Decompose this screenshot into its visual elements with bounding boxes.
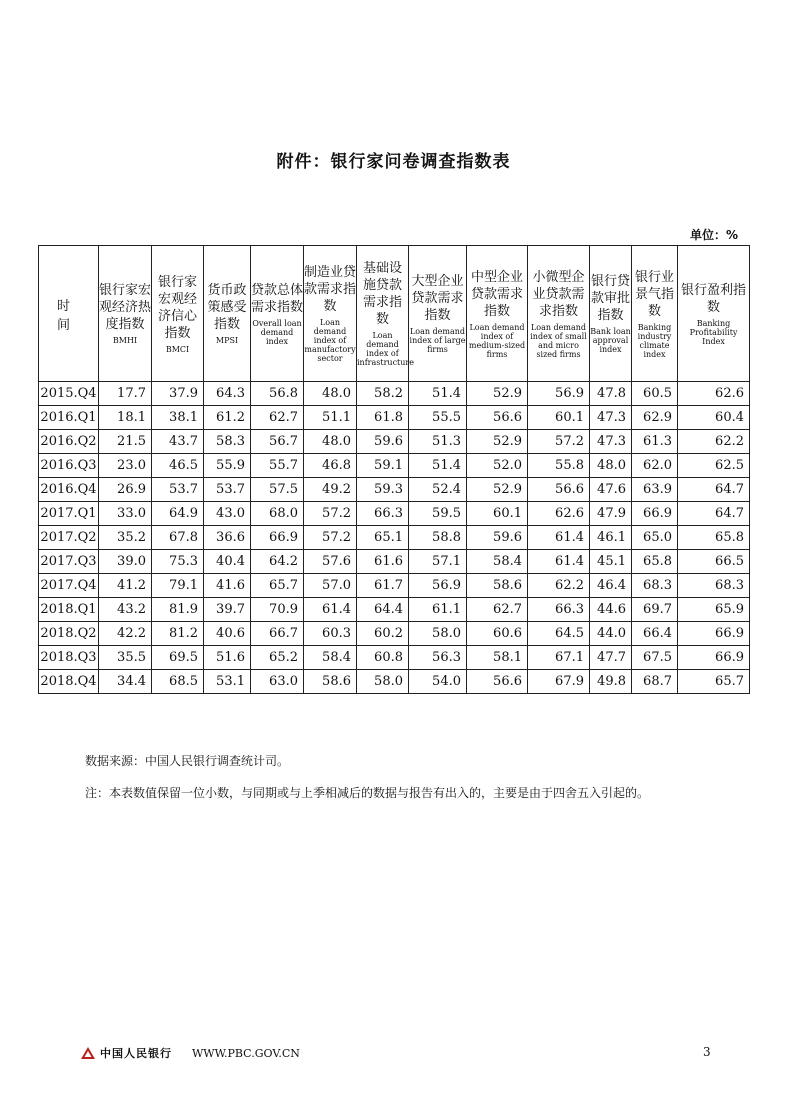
value-cell: 58.0 bbox=[409, 622, 467, 646]
value-cell: 64.7 bbox=[678, 478, 750, 502]
value-cell: 59.6 bbox=[467, 526, 528, 550]
column-header-english: BMCI bbox=[165, 344, 190, 354]
table-row bbox=[39, 382, 750, 406]
value-cell: 43.7 bbox=[152, 430, 204, 454]
value-cell: 62.7 bbox=[251, 406, 304, 430]
period-cell: 2015.Q4 bbox=[39, 382, 99, 406]
value-cell: 40.4 bbox=[204, 550, 251, 574]
value-cell: 34.4 bbox=[99, 670, 152, 694]
column-header bbox=[678, 246, 750, 382]
value-cell: 60.2 bbox=[357, 622, 409, 646]
column-header bbox=[467, 246, 528, 382]
period-cell: 2016.Q3 bbox=[39, 454, 99, 478]
value-cell: 40.6 bbox=[204, 622, 251, 646]
value-cell: 39.0 bbox=[99, 550, 152, 574]
value-cell: 67.8 bbox=[152, 526, 204, 550]
column-header bbox=[528, 246, 590, 382]
column-header bbox=[304, 246, 357, 382]
value-cell: 47.3 bbox=[590, 406, 632, 430]
value-cell: 33.0 bbox=[99, 502, 152, 526]
value-cell: 81.2 bbox=[152, 622, 204, 646]
table-row bbox=[39, 478, 750, 502]
value-cell: 62.7 bbox=[467, 598, 528, 622]
value-cell: 57.0 bbox=[304, 574, 357, 598]
value-cell: 61.6 bbox=[357, 550, 409, 574]
value-cell: 57.2 bbox=[304, 502, 357, 526]
value-cell: 51.4 bbox=[409, 454, 467, 478]
column-header-label: 银行家宏观经济信心指数 bbox=[157, 274, 197, 341]
value-cell: 65.7 bbox=[251, 574, 304, 598]
value-cell: 57.1 bbox=[409, 550, 467, 574]
value-cell: 68.7 bbox=[632, 670, 678, 694]
value-cell: 64.7 bbox=[678, 502, 750, 526]
period-cell: 2016.Q4 bbox=[39, 478, 99, 502]
page-number: 3 bbox=[703, 1045, 711, 1059]
value-cell: 53.7 bbox=[204, 478, 251, 502]
org-name: 中国人民银行 bbox=[100, 1047, 172, 1060]
value-cell: 59.5 bbox=[409, 502, 467, 526]
value-cell: 62.0 bbox=[632, 454, 678, 478]
value-cell: 46.5 bbox=[152, 454, 204, 478]
value-cell: 55.9 bbox=[204, 454, 251, 478]
value-cell: 60.4 bbox=[678, 406, 750, 430]
column-header-label: 制造业贷款需求指数 bbox=[304, 265, 357, 314]
column-header bbox=[204, 246, 251, 382]
value-cell: 60.6 bbox=[467, 622, 528, 646]
table-row bbox=[39, 526, 750, 550]
value-cell: 62.6 bbox=[678, 382, 750, 406]
value-cell: 64.5 bbox=[528, 622, 590, 646]
column-header-label: 中型企业贷款需求指数 bbox=[470, 269, 523, 319]
value-cell: 66.5 bbox=[678, 550, 750, 574]
value-cell: 57.6 bbox=[304, 550, 357, 574]
table-row bbox=[39, 550, 750, 574]
value-cell: 56.9 bbox=[528, 382, 590, 406]
value-cell: 41.6 bbox=[204, 574, 251, 598]
value-cell: 58.6 bbox=[467, 574, 528, 598]
value-cell: 57.2 bbox=[528, 430, 590, 454]
period-cell: 2018.Q4 bbox=[39, 670, 99, 694]
value-cell: 56.9 bbox=[409, 574, 467, 598]
column-header-label: 银行盈利指数 bbox=[680, 282, 746, 315]
column-header-english: Overall loan demand index bbox=[252, 318, 302, 346]
value-cell: 62.6 bbox=[528, 502, 590, 526]
value-cell: 58.1 bbox=[467, 646, 528, 670]
column-header-english: Banking industry climate index bbox=[637, 322, 672, 359]
period-cell: 2018.Q3 bbox=[39, 646, 99, 670]
table-row bbox=[39, 646, 750, 670]
value-cell: 66.9 bbox=[678, 646, 750, 670]
value-cell: 64.3 bbox=[204, 382, 251, 406]
value-cell: 66.9 bbox=[632, 502, 678, 526]
value-cell: 46.4 bbox=[590, 574, 632, 598]
table-row bbox=[39, 430, 750, 454]
column-header-label: 基础设施贷款需求指数 bbox=[362, 261, 402, 327]
value-cell: 21.5 bbox=[99, 430, 152, 454]
column-header-english: Banking Profitability Index bbox=[689, 318, 738, 346]
value-cell: 62.9 bbox=[632, 406, 678, 430]
value-cell: 68.0 bbox=[251, 502, 304, 526]
value-cell: 56.7 bbox=[251, 430, 304, 454]
value-cell: 47.9 bbox=[590, 502, 632, 526]
value-cell: 64.4 bbox=[357, 598, 409, 622]
value-cell: 65.1 bbox=[357, 526, 409, 550]
column-header bbox=[357, 246, 414, 382]
value-cell: 52.4 bbox=[409, 478, 467, 502]
table-row bbox=[39, 598, 750, 622]
period-cell: 2018.Q2 bbox=[39, 622, 99, 646]
value-cell: 54.0 bbox=[409, 670, 467, 694]
value-cell: 37.9 bbox=[152, 382, 204, 406]
value-cell: 61.4 bbox=[528, 526, 590, 550]
column-header-english: Loan demand index of infrastructure bbox=[357, 331, 414, 367]
value-cell: 59.1 bbox=[357, 454, 409, 478]
value-cell: 35.5 bbox=[99, 646, 152, 670]
value-cell: 47.7 bbox=[590, 646, 632, 670]
period-cell: 2017.Q3 bbox=[39, 550, 99, 574]
value-cell: 56.3 bbox=[409, 646, 467, 670]
site-url[interactable]: WWW.PBC.GOV.CN bbox=[192, 1046, 300, 1060]
value-cell: 62.5 bbox=[678, 454, 750, 478]
value-cell: 41.2 bbox=[99, 574, 152, 598]
value-cell: 47.8 bbox=[590, 382, 632, 406]
table-row bbox=[39, 574, 750, 598]
column-header-english: Loan demand index of small and micro sized firms bbox=[530, 322, 587, 359]
column-header-label: 大型企业贷款需求指数 bbox=[411, 274, 464, 323]
value-cell: 56.6 bbox=[467, 406, 528, 430]
value-cell: 65.0 bbox=[632, 526, 678, 550]
column-header-label: 贷款总体需求指数 bbox=[251, 282, 304, 315]
value-cell: 64.2 bbox=[251, 550, 304, 574]
value-cell: 67.5 bbox=[632, 646, 678, 670]
table-header-row bbox=[39, 246, 750, 382]
value-cell: 43.2 bbox=[99, 598, 152, 622]
value-cell: 51.1 bbox=[304, 406, 357, 430]
value-cell: 69.7 bbox=[632, 598, 678, 622]
value-cell: 49.8 bbox=[590, 670, 632, 694]
value-cell: 69.5 bbox=[152, 646, 204, 670]
value-cell: 44.6 bbox=[590, 598, 632, 622]
pbc-emblem-icon bbox=[80, 1046, 96, 1060]
value-cell: 58.0 bbox=[357, 670, 409, 694]
value-cell: 52.9 bbox=[467, 382, 528, 406]
value-cell: 66.3 bbox=[357, 502, 409, 526]
value-cell: 61.8 bbox=[357, 406, 409, 430]
column-header bbox=[99, 246, 152, 382]
value-cell: 58.8 bbox=[409, 526, 467, 550]
column-header bbox=[152, 246, 204, 382]
value-cell: 65.2 bbox=[251, 646, 304, 670]
value-cell: 56.8 bbox=[251, 382, 304, 406]
value-cell: 38.1 bbox=[152, 406, 204, 430]
value-cell: 65.8 bbox=[632, 550, 678, 574]
value-cell: 63.0 bbox=[251, 670, 304, 694]
value-cell: 58.4 bbox=[467, 550, 528, 574]
column-header-english: Bank loan approval index bbox=[590, 327, 631, 354]
value-cell: 63.9 bbox=[632, 478, 678, 502]
value-cell: 61.4 bbox=[528, 550, 590, 574]
value-cell: 55.8 bbox=[528, 454, 590, 478]
value-cell: 47.3 bbox=[590, 430, 632, 454]
column-header-label: 时 间 bbox=[56, 298, 104, 333]
value-cell: 66.9 bbox=[678, 622, 750, 646]
period-cell: 2017.Q2 bbox=[39, 526, 99, 550]
value-cell: 26.9 bbox=[99, 478, 152, 502]
value-cell: 66.4 bbox=[632, 622, 678, 646]
value-cell: 75.3 bbox=[152, 550, 204, 574]
value-cell: 52.9 bbox=[467, 430, 528, 454]
column-header bbox=[39, 246, 104, 382]
period-cell: 2016.Q1 bbox=[39, 406, 99, 430]
value-cell: 59.6 bbox=[357, 430, 409, 454]
column-header-english: Loan demand index of manufactory sector bbox=[304, 318, 356, 363]
value-cell: 60.1 bbox=[467, 502, 528, 526]
source-note: 数据来源：中国人民银行调查统计司。 bbox=[85, 754, 290, 768]
value-cell: 60.1 bbox=[528, 406, 590, 430]
value-cell: 62.2 bbox=[528, 574, 590, 598]
value-cell: 48.0 bbox=[304, 430, 357, 454]
value-cell: 68.3 bbox=[678, 574, 750, 598]
period-cell: 2016.Q2 bbox=[39, 430, 99, 454]
value-cell: 66.3 bbox=[528, 598, 590, 622]
value-cell: 57.2 bbox=[304, 526, 357, 550]
value-cell: 65.7 bbox=[678, 670, 750, 694]
value-cell: 56.6 bbox=[528, 478, 590, 502]
value-cell: 70.9 bbox=[251, 598, 304, 622]
value-cell: 61.1 bbox=[409, 598, 467, 622]
column-header-english: MPSI bbox=[215, 336, 239, 345]
value-cell: 67.1 bbox=[528, 646, 590, 670]
value-cell: 68.5 bbox=[152, 670, 204, 694]
table-row bbox=[39, 406, 750, 430]
value-cell: 35.2 bbox=[99, 526, 152, 550]
page-title: 附件：银行家问卷调查指数表 bbox=[276, 152, 511, 172]
value-cell: 62.2 bbox=[678, 430, 750, 454]
column-header bbox=[632, 246, 678, 382]
value-cell: 57.5 bbox=[251, 478, 304, 502]
column-header-english: BMHI bbox=[112, 336, 138, 345]
value-cell: 53.7 bbox=[152, 478, 204, 502]
value-cell: 46.8 bbox=[304, 454, 357, 478]
column-header-english: Loan demand index of large firms bbox=[409, 327, 466, 354]
column-header-label: 货币政策感受指数 bbox=[207, 283, 247, 332]
value-cell: 61.4 bbox=[304, 598, 357, 622]
value-cell: 42.2 bbox=[99, 622, 152, 646]
value-cell: 18.1 bbox=[99, 406, 152, 430]
value-cell: 39.7 bbox=[204, 598, 251, 622]
value-cell: 52.9 bbox=[467, 478, 528, 502]
value-cell: 53.1 bbox=[204, 670, 251, 694]
value-cell: 48.0 bbox=[304, 382, 357, 406]
unit-label: 单位：% bbox=[690, 228, 739, 242]
value-cell: 64.9 bbox=[152, 502, 204, 526]
value-cell: 61.2 bbox=[204, 406, 251, 430]
table-row bbox=[39, 454, 750, 478]
value-cell: 79.1 bbox=[152, 574, 204, 598]
value-cell: 51.4 bbox=[409, 382, 467, 406]
value-cell: 58.4 bbox=[304, 646, 357, 670]
value-cell: 58.6 bbox=[304, 670, 357, 694]
value-cell: 23.0 bbox=[99, 454, 152, 478]
table-row bbox=[39, 670, 750, 694]
period-cell: 2017.Q4 bbox=[39, 574, 99, 598]
value-cell: 59.3 bbox=[357, 478, 409, 502]
value-cell: 44.0 bbox=[590, 622, 632, 646]
value-cell: 60.3 bbox=[304, 622, 357, 646]
value-cell: 58.2 bbox=[357, 382, 409, 406]
remark-note: 注：本表数值保留一位小数，与同期或与上季相减后的数据与报告有出入的，主要是由于四舍五入引起的。 bbox=[85, 786, 650, 800]
pbc-logo bbox=[80, 1045, 172, 1061]
value-cell: 49.2 bbox=[304, 478, 357, 502]
column-header-english: Loan demand index of medium-sized firms bbox=[468, 322, 526, 359]
column-header bbox=[590, 246, 632, 382]
value-cell: 66.7 bbox=[251, 622, 304, 646]
value-cell: 66.9 bbox=[251, 526, 304, 550]
column-header-label: 小微型企业贷款需求指数 bbox=[532, 269, 585, 319]
period-cell: 2017.Q1 bbox=[39, 502, 99, 526]
value-cell: 68.3 bbox=[632, 574, 678, 598]
value-cell: 48.0 bbox=[590, 454, 632, 478]
value-cell: 65.9 bbox=[678, 598, 750, 622]
column-header bbox=[409, 246, 467, 382]
column-header-label: 银行业景气指数 bbox=[634, 269, 674, 319]
table-body bbox=[39, 382, 750, 694]
value-cell: 55.5 bbox=[409, 406, 467, 430]
value-cell: 51.6 bbox=[204, 646, 251, 670]
value-cell: 81.9 bbox=[152, 598, 204, 622]
value-cell: 47.6 bbox=[590, 478, 632, 502]
value-cell: 52.0 bbox=[467, 454, 528, 478]
value-cell: 61.3 bbox=[632, 430, 678, 454]
value-cell: 60.8 bbox=[357, 646, 409, 670]
value-cell: 60.5 bbox=[632, 382, 678, 406]
value-cell: 46.1 bbox=[590, 526, 632, 550]
value-cell: 17.7 bbox=[99, 382, 152, 406]
column-header-label: 银行贷款审批指数 bbox=[590, 274, 630, 323]
value-cell: 67.9 bbox=[528, 670, 590, 694]
value-cell: 65.8 bbox=[678, 526, 750, 550]
column-header bbox=[251, 246, 304, 382]
table-row bbox=[39, 622, 750, 646]
value-cell: 45.1 bbox=[590, 550, 632, 574]
value-cell: 55.7 bbox=[251, 454, 304, 478]
column-header-label: 银行家宏观经济热度指数 bbox=[99, 283, 152, 332]
value-cell: 43.0 bbox=[204, 502, 251, 526]
table-row bbox=[39, 502, 750, 526]
period-cell: 2018.Q1 bbox=[39, 598, 99, 622]
value-cell: 56.6 bbox=[467, 670, 528, 694]
index-table bbox=[38, 245, 750, 694]
value-cell: 61.7 bbox=[357, 574, 409, 598]
value-cell: 51.3 bbox=[409, 430, 467, 454]
page-footer bbox=[80, 1045, 300, 1061]
value-cell: 58.3 bbox=[204, 430, 251, 454]
value-cell: 36.6 bbox=[204, 526, 251, 550]
